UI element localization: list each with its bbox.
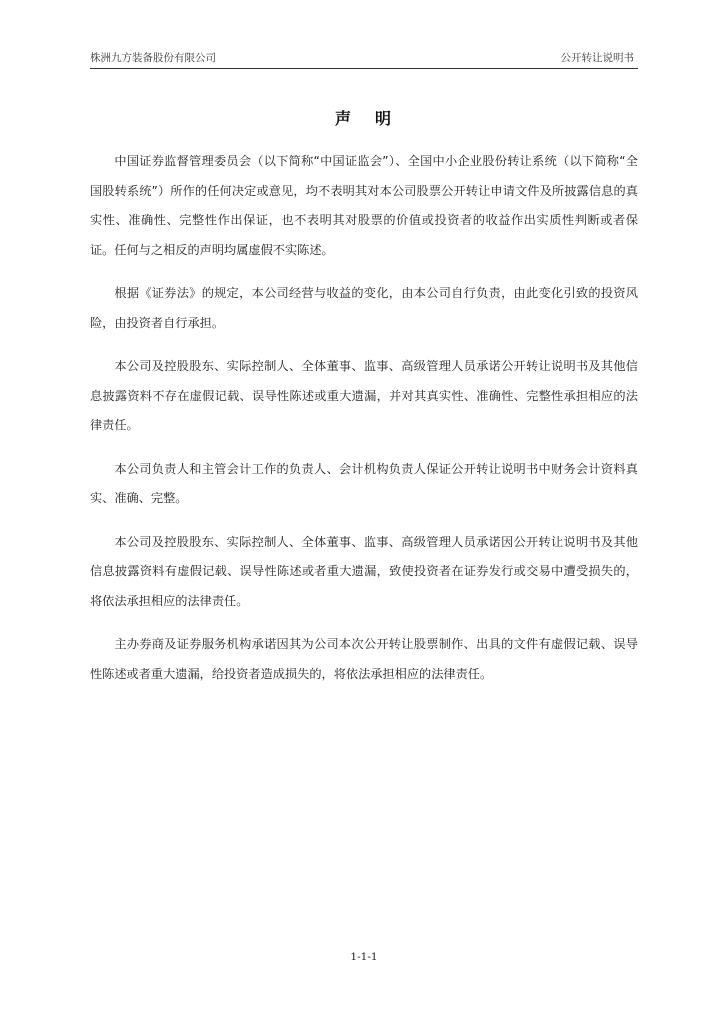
page-header bbox=[90, 50, 638, 69]
title-char-2: 明 bbox=[375, 109, 394, 128]
paragraph-disclosure-commitment: 本公司及控股股东、实际控制人、全体董事、监事、高级管理人员承诺公开转让说明书及其他信息披露资料不存在虚假记载、误导性陈述或重大遗漏，并对其真实性、准确性、完整性承担相应的法律责任。 bbox=[90, 359, 638, 432]
title-char-1: 声 bbox=[334, 109, 353, 128]
page-title bbox=[90, 106, 638, 129]
page-number: 1-1-1 bbox=[350, 951, 378, 963]
declaration-body bbox=[90, 147, 638, 703]
paragraph-broker-commitment: 主办券商及证券服务机构承诺因其为公司本次公开转让股票制作、出具的文件有虚假记载、误导性陈述或者重大遗漏，给投资者造成损失的，将依法承担相应的法律责任。 bbox=[90, 637, 638, 681]
paragraph-regulator-disclaimer: 中国证券监督管理委员会（以下简称“中国证监会”）、全国中小企业股份转让系统（以下简称“全国股转系统”）所作的任何决定或意见，均不表明其对本公司股票公开转让申请文件及所披露信息的真实性、准确性、完整性作出保证，也不表明其对股票的价值或投资者的收益作出实质性判断或者保证。任何与之相反的声明均属虚假不实陈述。 bbox=[90, 154, 638, 257]
header-company-name: 株洲九方装备股份有限公司 bbox=[90, 52, 216, 64]
paragraph-liability-commitment: 本公司及控股股东、实际控制人、全体董事、监事、高级管理人员承诺因公开转让说明书及其他信息披露资料有虚假记载、误导性陈述或者重大遗漏，致使投资者在证券发行或交易中遭受损失的，将依法承担相应的法律责任。 bbox=[90, 534, 638, 608]
paragraph-investment-risk: 根据《证券法》的规定，本公司经营与收益的变化，由本公司自行负责，由此变化引致的投资风险，由投资者自行承担。 bbox=[90, 286, 638, 330]
paragraph-financial-accuracy: 本公司负责人和主管会计工作的负责人、会计机构负责人保证公开转让说明书中财务会计资料真实、准确、完整。 bbox=[90, 461, 638, 505]
header-document-type: 公开转让说明书 bbox=[560, 52, 634, 64]
